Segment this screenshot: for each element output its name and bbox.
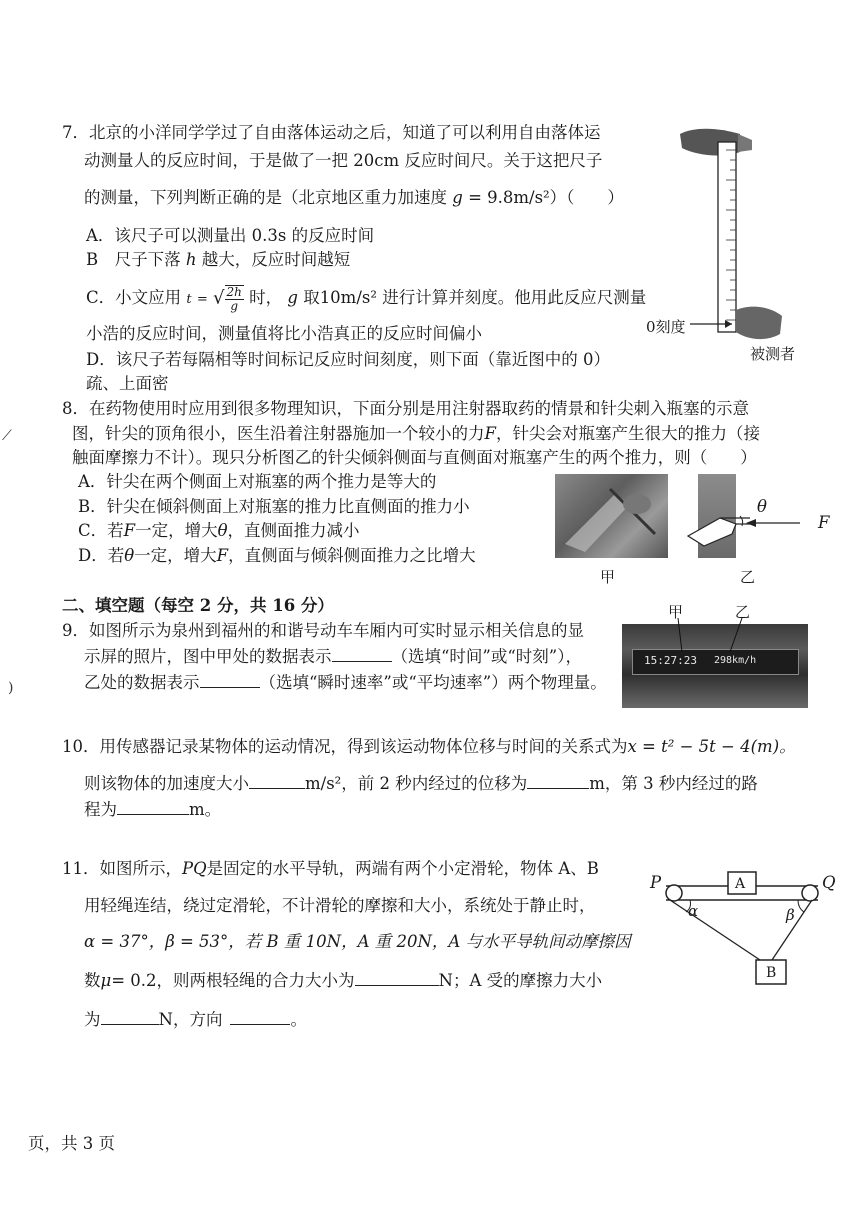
q9-fig-jia-label: 甲 xyxy=(668,603,684,621)
q9-line3-rest: （选填“瞬时速率”或“平均速率”）两个物理量。 xyxy=(259,673,607,692)
q11-blank-3[interactable] xyxy=(230,1010,290,1025)
q9-blank-2[interactable] xyxy=(200,673,260,688)
q11-blank-2[interactable] xyxy=(101,1010,159,1025)
q8-needle-diagram xyxy=(680,494,810,554)
q11-line2: 用轻绳连结，绕过定滑轮，不计滑轮的摩擦和大小，系统处于静止时， xyxy=(84,896,596,915)
q7-option-a: A．该尺子可以测量出 0.3s 的反应时间 xyxy=(86,226,375,245)
q8-option-c-prefix: C．若 xyxy=(78,521,124,540)
q9-display-time: 15:27:23 xyxy=(644,654,697,667)
q7-formula-denominator: g xyxy=(230,298,239,313)
q11-fig-alpha-label: α xyxy=(688,902,699,920)
q11-line4 xyxy=(84,970,602,992)
q11-line3: α = 37°，β = 53°，若 B 重 10N，A 重 20N，A 与水平导轨间动摩擦因 xyxy=(84,932,631,951)
q7-line2: 动测量人的反应时间，于是做了一把 20cm 反应时间尺。关于这把尺子 xyxy=(84,151,603,170)
q8-option-d xyxy=(78,545,476,567)
q10-line3 xyxy=(84,799,221,821)
q7-option-b-h: h xyxy=(185,250,197,269)
q10-blank-1[interactable] xyxy=(249,774,305,789)
q8-fig-theta-label: θ xyxy=(757,497,767,516)
q11-line5-rest: 。 xyxy=(290,1010,307,1029)
q9-line3-text: 乙处的数据表示 xyxy=(84,673,200,692)
q7-option-c-line2: 小浩的反应时间，测量值将比小浩真正的反应时间偏小 xyxy=(86,324,482,343)
q10-line2-mid: m/s²，前 2 秒内经过的位移为 xyxy=(305,774,528,793)
q7-option-c xyxy=(86,283,646,315)
q7-gravity-symbol: g xyxy=(452,188,463,207)
q8-line3: 触面摩擦力不计）。现只分析图乙的针尖倾斜侧面与直侧面对瓶塞产生的两个推力，则（ ） xyxy=(72,448,757,467)
q7-option-b-rest: 越大，反应时间越短 xyxy=(201,250,351,269)
q10-line1 xyxy=(62,736,796,758)
q8-option-a: A．针尖在两个侧面上对瓶塞的两个推力是等大的 xyxy=(78,472,437,491)
q9-blank-1[interactable] xyxy=(332,647,392,662)
q11-line1 xyxy=(62,858,599,880)
q8-syringe-photo xyxy=(555,474,668,558)
q9-callout-lines xyxy=(622,606,808,656)
q11-fig-b-label: B xyxy=(766,965,777,981)
q8-fig-jia-label: 甲 xyxy=(600,568,616,586)
q10-blank-3[interactable] xyxy=(117,800,189,815)
q9-fig-yi-label: 乙 xyxy=(735,603,751,621)
q11-line4-text: 数 xyxy=(84,971,101,990)
q8-line1: 8．在药物使用时应用到很多物理知识，下面分别是用注射器取药的情景和针尖刺入瓶塞的示意 xyxy=(62,399,749,418)
q7-line3-value: = 9.8m/s²）（ ） xyxy=(468,188,624,207)
q11-fig-q-label: Q xyxy=(822,873,836,892)
q8-option-c-theta: θ xyxy=(217,521,228,540)
q10-line1-text: 10．用传感器记录某物体的运动情况，得到该运动物体位移与时间的关系式为 xyxy=(62,737,628,756)
q8-option-c-mid: 一定，增大 xyxy=(135,521,218,540)
q7-formula-sqrt: √ $\frac{2h}{g}$ xyxy=(213,284,242,313)
q10-blank-2[interactable] xyxy=(527,774,589,789)
page-footer: 页，共 3 页 xyxy=(28,1134,115,1153)
q7-line1: 7．北京的小洋同学学过了自由落体运动之后，知道了可以利用自由落体运 xyxy=(62,123,601,142)
q8-option-d-theta: θ xyxy=(124,546,135,565)
q7-subject-label: 被测者 xyxy=(750,345,796,363)
q8-force-symbol: F xyxy=(484,424,496,443)
q7-zero-mark-label: 0刻度 xyxy=(646,318,686,336)
q11-line1-rest: 是固定的水平导轨，两端有两个小定滑轮，物体 A、B xyxy=(206,859,599,878)
q8-fig-yi-label: 乙 xyxy=(740,568,756,586)
q7-option-c-g: g xyxy=(287,288,298,307)
q10-equation: x = t² − 5t − 4(m)。 xyxy=(627,737,796,756)
q8-line2 xyxy=(72,423,760,445)
q10-line2 xyxy=(84,773,758,795)
q8-option-d-F: F xyxy=(216,546,229,565)
q8-option-b: B．针尖在倾斜侧面上对瓶塞的推力比直侧面的推力小 xyxy=(78,497,470,516)
q8-line2-text: 图，针尖的顶角很小，医生沿着注射器施加一个较小的力 xyxy=(72,424,485,443)
q11-line5-mid: N，方向 xyxy=(158,1010,223,1029)
q8-fig-force-label: F xyxy=(818,513,830,532)
section-2-title: 二、填空题（每空 2 分，共 16 分） xyxy=(62,596,334,615)
q8-option-c xyxy=(78,520,360,542)
q7-formula-t: t xyxy=(186,292,192,307)
q7-option-c-mid: 时， xyxy=(249,288,283,307)
q7-option-c-prefix: C．小文应用 xyxy=(86,288,182,307)
q7-option-b-prefix: B 尺子下落 xyxy=(86,250,181,269)
q7-option-d-line2: 疏、上面密 xyxy=(86,374,169,393)
q10-line2-text: 则该物体的加速度大小 xyxy=(84,774,249,793)
q9-line2-text: 示屏的照片，图中甲处的数据表示 xyxy=(84,647,332,666)
q8-option-d-mid: 一定，增大 xyxy=(134,546,217,565)
q10-line3-text: 程为 xyxy=(84,800,117,819)
q7-line3 xyxy=(84,187,624,209)
q8-option-c-F: F xyxy=(123,521,136,540)
q8-option-d-rest: ，直侧面与倾斜侧面推力之比增大 xyxy=(228,546,476,565)
q7-option-d-line1: D．该尺子若每隔相等时间标记反应时间刻度，则下面（靠近图中的 0） xyxy=(86,350,610,369)
q9-line1: 9．如图所示为泉州到福州的和谐号动车车厢内可实时显示相关信息的显 xyxy=(62,621,584,640)
q8-line2-rest: ，针尖会对瓶塞产生很大的推力（接 xyxy=(495,424,760,443)
q11-line1-text: 11．如图所示， xyxy=(62,859,182,878)
q9-line3 xyxy=(84,672,607,694)
q11-line4-mid: = 0.2，则两根轻绳的合力大小为 xyxy=(111,971,355,990)
q11-fig-a-label: A xyxy=(735,876,746,892)
q11-line4-rest: N；A 受的摩擦力大小 xyxy=(438,971,603,990)
scan-mark-paren: ) xyxy=(8,680,14,696)
q11-pq-symbol: PQ xyxy=(182,859,207,878)
q7-formula-numerator: 2h xyxy=(226,284,242,299)
q11-mu-symbol: μ xyxy=(100,971,112,990)
q9-line2-rest: （选填“时间”或“时刻”）， xyxy=(391,647,582,666)
q7-option-b xyxy=(86,249,350,271)
q7-formula-eq: = xyxy=(196,292,208,307)
q11-line5 xyxy=(84,1009,307,1031)
q10-line2-rest: m，第 3 秒内经过的路 xyxy=(589,774,758,793)
q11-blank-1[interactable] xyxy=(355,971,439,986)
scan-mark-left: ⟋ xyxy=(2,428,12,444)
q8-option-c-rest: ，直侧面推力减小 xyxy=(227,521,360,540)
q10-line3-rest: m。 xyxy=(189,800,222,819)
q9-display-speed: 298km/h xyxy=(714,655,757,666)
q7-line3-text: 的测量，下列判断正确的是（北京地区重力加速度 xyxy=(84,188,447,207)
q11-line5-text: 为 xyxy=(84,1010,101,1029)
q11-fig-p-label: P xyxy=(650,873,662,892)
q9-line2 xyxy=(84,646,582,668)
q7-option-c-rest: 取10m/s² 进行计算并刻度。他用此反应尺测量 xyxy=(303,288,647,307)
q8-option-d-prefix: D．若 xyxy=(78,546,125,565)
q11-fig-beta-label: β xyxy=(786,906,795,924)
